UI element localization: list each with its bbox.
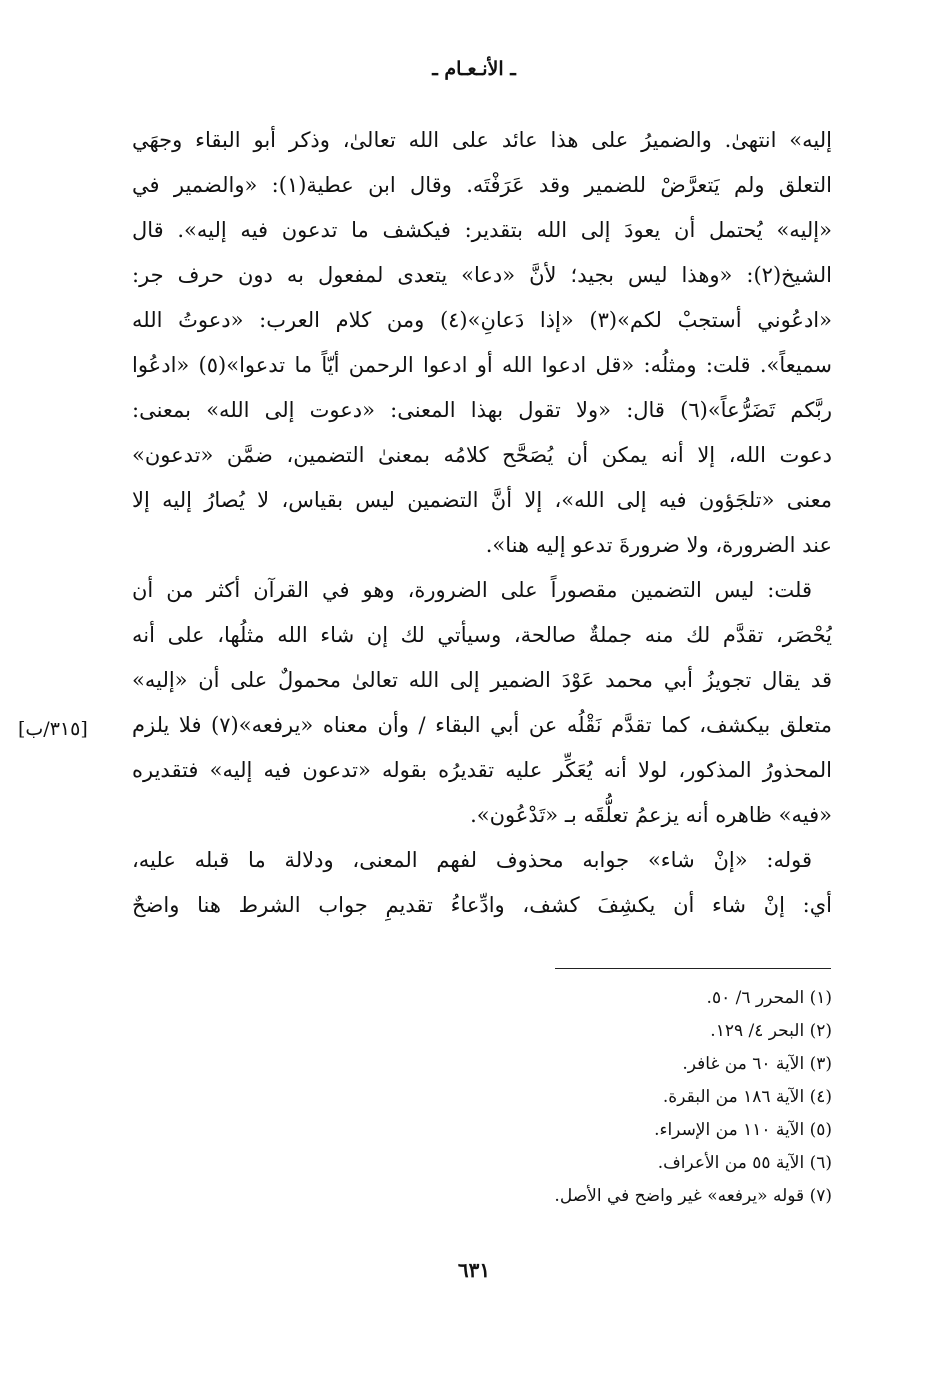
text-line: دعوت الله، إلا أنه يمكن أن يُصَحَّح كلامُه بمعنىٰ التضمين، ضمَّن «تدعون» [132, 443, 832, 467]
footnotes-list [300, 982, 832, 1213]
text-line: ربَّكم تَضَرُّعاً»(٦) قال: «ولا تقول بهذا المعنى: «دعوت إلى الله» بمعنى: [132, 398, 832, 422]
footnote-divider [555, 968, 831, 969]
text-line: قلت: ليس التضمين مقصوراً على الضرورة، وهو في القرآن أكثر من أن [132, 578, 812, 602]
text-line: المحذورُ المذكور، لولا أنه يُعَكِّر عليه تقديرُه بقوله «تدعون فيه إليه» فتقديره [132, 758, 832, 782]
text-line: «ادعُوني أستجبْ لكم»(٣) «إذا دَعانِ»(٤) ومن كلام العرب: «دعوتُ الله [132, 308, 832, 332]
text-line: التعلق ولم يَتعرَّضْ للضمير وقد عَرَفْتَه. وقال ابن عطية(١): «والضمير في [132, 173, 832, 197]
footnote-item: (٢) البحر ٤/ ١٢٩. [710, 1021, 832, 1041]
footnote-item: (٧) قوله «يرفعه» غير واضح في الأصل. [554, 1186, 832, 1206]
footnote-item: (٣) الآية ٦٠ من غافر. [682, 1054, 832, 1074]
text-line: معنى «تلجَؤون فيه إلى الله»، إلا أنَّ التضمين ليس بقياس، لا يُصارُ إليه إلا [132, 488, 832, 512]
text-line: سميعاً». قلت: ومثلُه: «قل ادعوا الله أو ادعوا الرحمن أيّاً ما تدعوا»(٥) «ادعُوا [132, 353, 832, 377]
footnote-item: (٥) الآية ١١٠ من الإسراء. [654, 1120, 832, 1140]
text-line: الشيخ(٢): «وهذا ليس بجيد؛ لأنَّ «دعا» يتعدى لمفعول به دون حرف جر: [132, 263, 832, 287]
text-line: متعلق بيكشف، كما تقدَّم نَقْلُه عن أبي البقاء / وأن معناه «يرفعه»(٧) فلا يلزم [132, 713, 832, 737]
text-line: يُحْصَر، تقدَّم لك منه جملةٌ صالحة، وسيأتي لك إن شاء الله مثلُها، على أنه [132, 623, 832, 647]
text-line: إليه» انتهىٰ. والضميرُ على هذا عائد على الله تعالىٰ، وذكر أبو البقاء وجهَي [132, 128, 832, 152]
page-number: ٦٣١ [457, 1258, 491, 1282]
manuscript-folio-marker: [٣١٥/ب] [18, 718, 88, 740]
footnote-item: (١) المحرر ٦/ ٥٠. [706, 988, 832, 1008]
text-line: «فيه» ظاهره أنه يزعمُ تعلُّقَه بـ «تَدْعُون». [470, 803, 832, 827]
text-line: قوله: «إنْ شاء» جوابه محذوف لفهم المعنى، ودلالة ما قبله عليه، [132, 848, 812, 872]
text-line: عند الضرورة، ولا ضرورةَ تدعو إليه هنا». [485, 533, 832, 557]
running-header: ـ الأنـعـام ـ [432, 58, 516, 80]
text-line: «إليه» يُحتمل أن يعودَ إلى الله بتقدير: فيكشف ما تدعون فيه إليه». قال [132, 218, 832, 242]
main-text [132, 118, 832, 928]
footnote-item: (٦) الآية ٥٥ من الأعراف. [657, 1153, 832, 1173]
footnote-item: (٤) الآية ١٨٦ من البقرة. [662, 1087, 832, 1107]
text-line: أي: إنْ شاء أن يكشِفَ كشف، وادِّعاءُ تقديمِ جواب الشرط هنا واضحٌ [132, 893, 832, 917]
text-line: قد يقال تجويزُ أبي محمد عَوْدَ الضمير إلى الله تعالىٰ محمولٌ على أن «إليه» [132, 668, 832, 692]
